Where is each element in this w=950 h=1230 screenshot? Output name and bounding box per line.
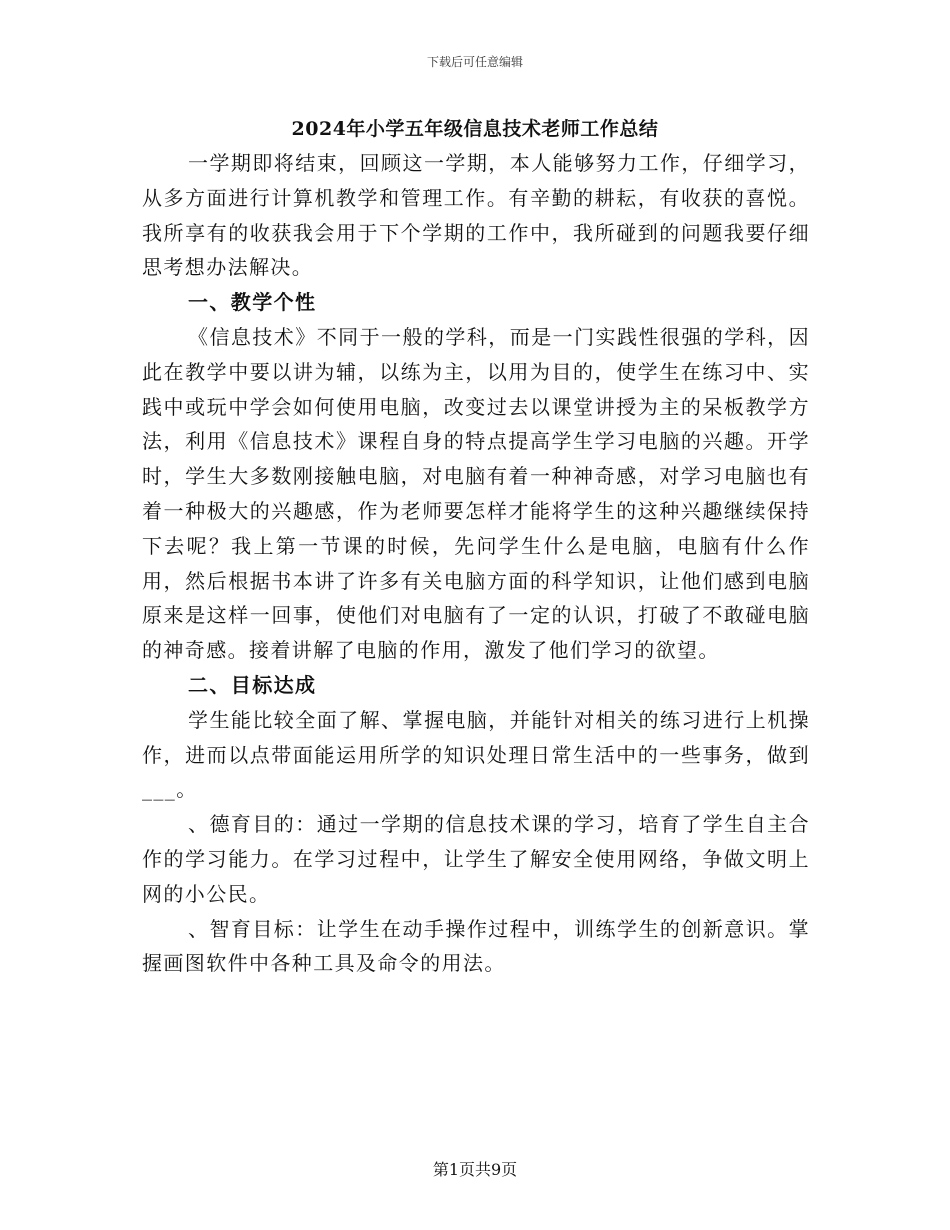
section-heading-goals: 二、目标达成 <box>188 672 317 697</box>
page-footer: 第1页共9页 <box>432 1160 518 1179</box>
section-heading-teaching: 一、教学个性 <box>188 290 317 315</box>
goals-paragraph: 学生能比较全面了解、掌握电脑，并能针对相关的练习进行上机操作，进而以点带面能运用所学的知识处理日常生活中的一些事务，做到___。 <box>142 707 810 802</box>
moral-goal-paragraph: 、德育目的：通过一学期的信息技术课的学习，培育了学生自主合作的学习能力。在学习过程中，让学生了解安全使用网络，争做文明上网的小公民。 <box>142 812 810 906</box>
document-body <box>142 146 810 981</box>
intro-paragraph: 一学期即将结束，回顾这一学期，本人能够努力工作，仔细学习，从多方面进行计算机教学和管理工作。有辛勤的耕耘，有收获的喜悦。我所享有的收获我会用于下个学期的工作中，我所碰到的问题我要仔细思考想办法解决。 <box>142 151 810 280</box>
header-note: 下载后可任意编辑 <box>426 55 523 69</box>
document-title: 2024年小学五年级信息技术老师工作总结 <box>291 118 659 140</box>
teaching-paragraph: 《信息技术》不同于一般的学科，而是一门实践性很强的学科，因此在教学中要以讲为辅，以练为主，以用为目的，使学生在练习中、实践中或玩中学会如何使用电脑，改变过去以课堂讲授为主的呆板教学方法，利用《信息技术》课程自身的特点提高学生学习电脑的兴趣。开学时，学生大多数刚接触电脑，对电脑有着一种神奇感，对学习电脑也有着一种极大的兴趣感，作为老师要怎样才能将学生的这种兴趣继续保持下去呢？我上第一节课的时候，先问学生什么是电脑，电脑有什么作用，然后根据书本讲了许多有关电脑方面的科学知识，让他们感到电脑原来是这样一回事，使他们对电脑有了一定的认识，打破了不敢碰电脑的神奇感。接着讲解了电脑的作用，激发了他们学习的欲望。 <box>142 324 810 663</box>
intellectual-goal-paragraph: 、智育目标：让学生在动手操作过程中，训练学生的创新意识。掌握画图软件中各种工具及命令的用法。 <box>142 916 810 976</box>
